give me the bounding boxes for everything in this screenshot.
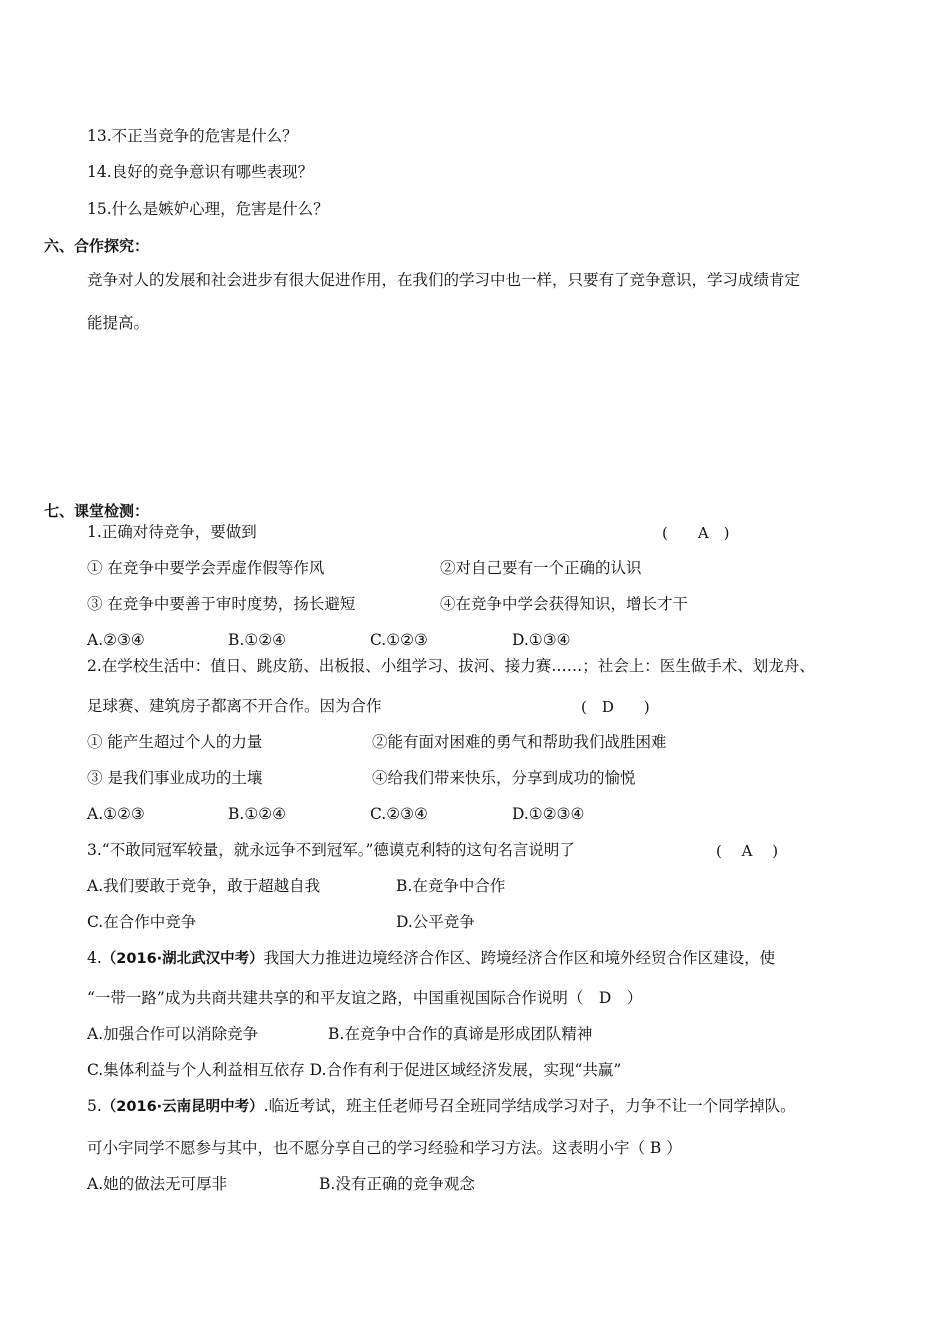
q4-option-b: B.在竞争中合作的真谛是形成团队精神	[328, 1025, 593, 1043]
q2-option-2: ②能有面对困难的勇气和帮助我们战胜困难	[372, 733, 667, 751]
q5-number: 5.	[87, 1097, 102, 1115]
q2-option-3: ③ 是我们事业成功的土壤	[87, 769, 263, 787]
q3-option-b: B.在竞争中合作	[396, 877, 506, 895]
q3-option-d: D.公平竞争	[396, 913, 475, 931]
q4-stem-line-2: “一带一路”成为共商共建共享的和平友谊之路，中国重视国际合作说明（ D ）	[87, 989, 643, 1007]
q2-choice-c: C.②③④	[370, 805, 428, 823]
q1-option-3: ③ 在竞争中要善于审时度势，扬长避短	[87, 595, 356, 613]
q2-option-4: ④给我们带来快乐，分享到成功的愉悦	[372, 769, 636, 787]
q1-option-1: ① 在竞争中要学会弄虚作假等作风	[87, 559, 325, 577]
section-6-text-line-2: 能提高。	[87, 314, 150, 332]
q4-number: 4.	[87, 949, 102, 967]
section-7-heading: 七、课堂检测：	[44, 502, 150, 520]
q3-option-c: C.在合作中竞争	[87, 913, 197, 931]
section-6-text-line-1: 竞争对人的发展和社会进步有很大促进作用，在我们的学习中也一样，只要有了竞争意识，学习成绩肯定	[87, 271, 801, 289]
q5-stem-line-2: 可小宇同学不愿参与其中，也不愿分享自己的学习经验和学习方法。这表明小宇（ B ）	[87, 1139, 682, 1157]
q3-stem: 3.“不敢同冠军较量，就永远争不到冠军。”德谟克利特的这句名言说明了	[87, 841, 575, 859]
question-14: 14.良好的竞争意识有哪些表现？	[87, 163, 314, 181]
q1-choice-b: B.①②④	[228, 631, 287, 649]
q4-stem-line-1	[87, 948, 775, 969]
q5-option-b: B.没有正确的竞争观念	[319, 1175, 475, 1193]
q1-answer: ( A )	[662, 524, 730, 542]
question-13: 13.不正当竞争的危害是什么？	[87, 127, 298, 145]
q2-choice-a: A.①②③	[87, 805, 145, 823]
q1-choice-d: D.①③④	[512, 631, 571, 649]
q5-source: （2016·云南昆明中考）	[101, 1099, 264, 1115]
q5-stem-text: .临近考试，班主任老师号召全班同学结成学习对子，力争不让一个同学掉队。	[263, 1097, 796, 1115]
q4-source: （2016·湖北武汉中考）	[101, 951, 264, 967]
q2-choice-b: B.①②④	[228, 805, 287, 823]
q1-choice-c: C.①②③	[370, 631, 428, 649]
q1-stem: 1.正确对待竞争，要做到	[87, 523, 257, 541]
q2-stem-line-2: 足球赛、建筑房子都离不开合作。因为合作	[87, 697, 382, 715]
q4-stem-text: 我国大力推进边境经济合作区、跨境经济合作区和境外经贸合作区建设，使	[263, 949, 776, 967]
q5-stem-line-1	[87, 1096, 796, 1117]
q2-stem-line-1: 2.在学校生活中：值日、跳皮筋、出板报、小组学习、拔河、接力赛……；社会上：医生做手术、划龙舟、	[87, 657, 815, 675]
q4-option-c-d: C.集体利益与个人利益相互依存 D.合作有利于促进区域经济发展，实现“共赢”	[87, 1061, 622, 1079]
question-15: 15.什么是嫉妒心理，危害是什么？	[87, 200, 329, 218]
q2-choice-d: D.①②③④	[512, 805, 585, 823]
section-6-heading: 六、合作探究：	[44, 237, 150, 255]
q1-option-2: ②对自己要有一个正确的认识	[440, 559, 642, 577]
q4-option-a: A.加强合作可以消除竞争	[87, 1025, 259, 1043]
q3-option-a: A.我们要敢于竞争，敢于超越自我	[87, 877, 321, 895]
q1-option-4: ④在竞争中学会获得知识，增长才干	[440, 595, 689, 613]
q2-option-1: ① 能产生超过个人的力量	[87, 733, 263, 751]
q2-answer: ( D )	[581, 698, 650, 716]
q5-option-a: A.她的做法无可厚非	[87, 1175, 228, 1193]
q3-answer: ( A )	[716, 842, 779, 860]
q1-choice-a: A.②③④	[87, 631, 145, 649]
